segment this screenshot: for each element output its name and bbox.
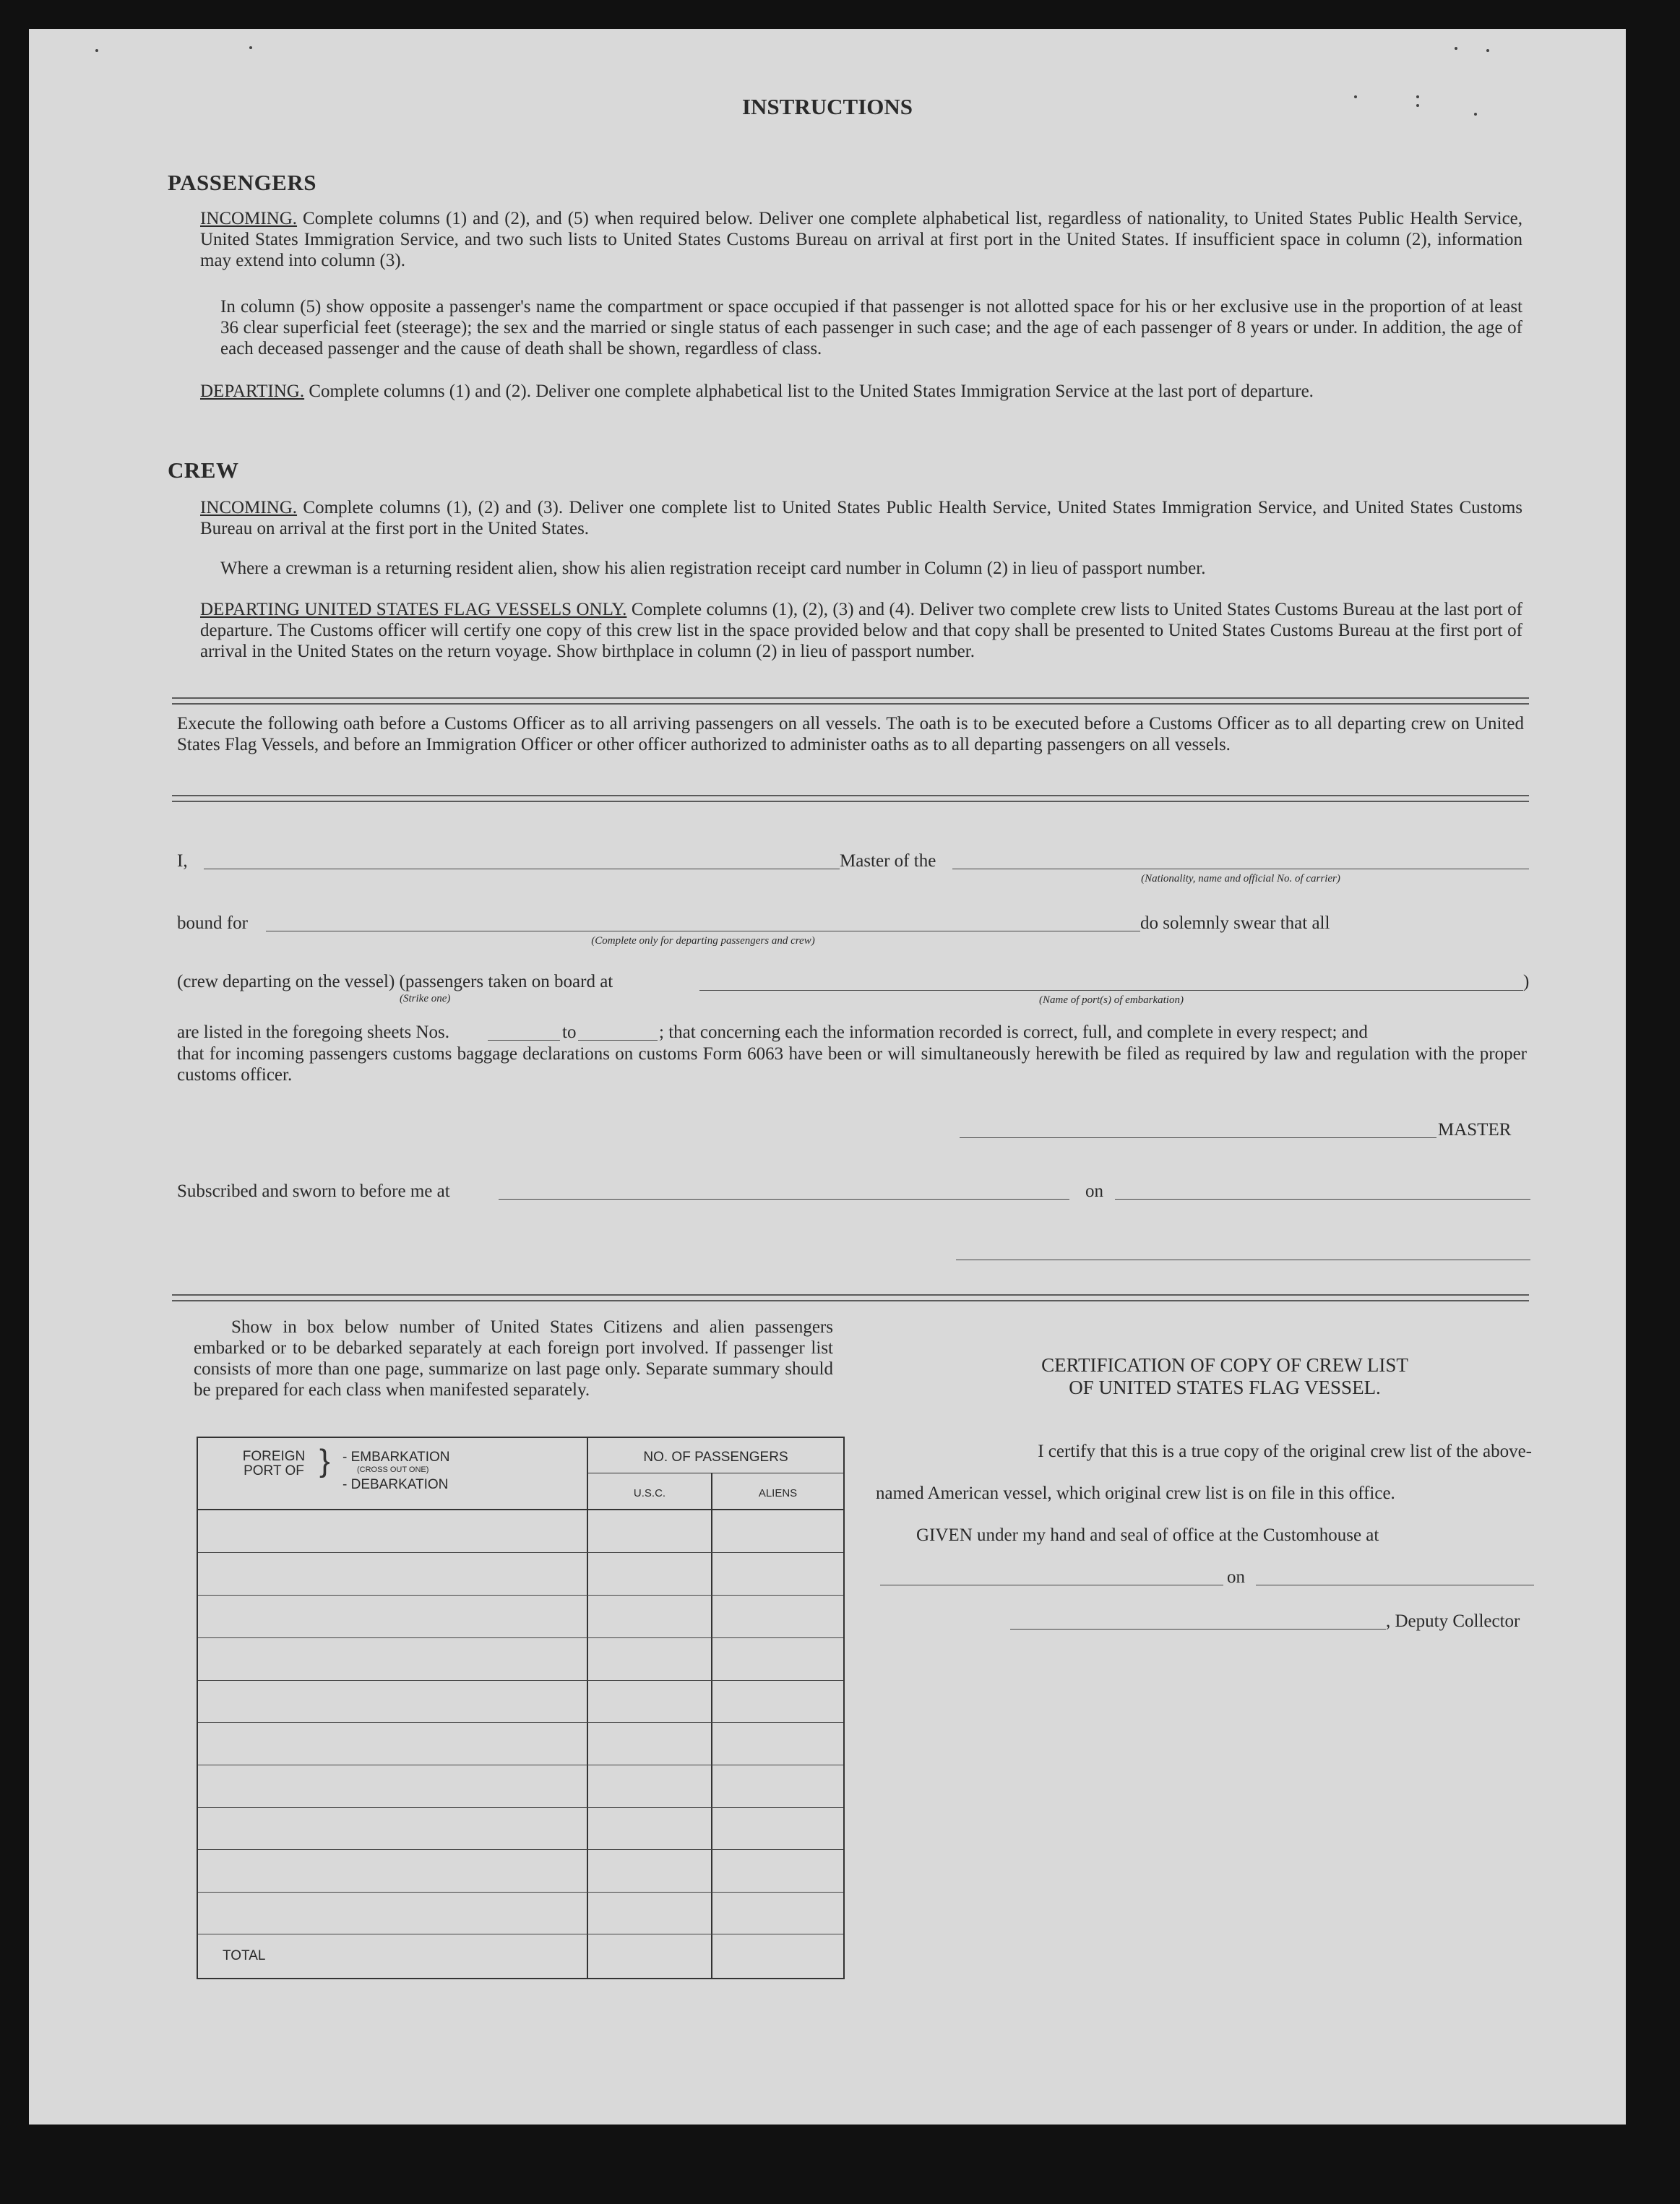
passengers-departing-text: Complete columns (1) and (2). Deliver one complete alphabetical list to the United States Immigration Service at the last port of departure. bbox=[309, 382, 1314, 401]
crew-incoming-label: INCOMING. bbox=[200, 498, 298, 517]
divider bbox=[172, 1294, 1529, 1301]
divider bbox=[172, 795, 1529, 802]
col-aliens: ALIENS bbox=[758, 1487, 798, 1499]
passengers-column5-note: In column (5) show opposite a passenger's name the compartment or space occupied if that passenger is not allotted space for his or her exclusive use in the proportion of at least 36 clear superficial feet (steerage); the sex and the married or single status of each passenger in such case; and the age of each passenger of 8 years or under. In addition, the age of each deceased passenger and the cause of death shall be shown, regardless of class. bbox=[220, 297, 1522, 358]
col-usc: U.S.C. bbox=[633, 1487, 666, 1499]
sworn-on-label: on bbox=[1085, 1181, 1103, 1201]
certification-title-line2: OF UNITED STATES FLAG VESSEL. bbox=[1069, 1377, 1381, 1398]
master-of-label: Master of the bbox=[840, 851, 936, 871]
listed-line2: that for incoming passengers customs baggage declarations on customs Form 6063 have been or will simultaneously herewith be filed as required by law and regulation with the proper customs officer. bbox=[177, 1044, 1527, 1085]
col-cross-out: (CROSS OUT ONE) bbox=[357, 1465, 429, 1474]
certification-on-label: on bbox=[1227, 1567, 1245, 1587]
crew-resident-note: Where a crewman is a returning resident alien, show his alien registration receipt card number in Column (2) in lieu of passport number. bbox=[220, 559, 1206, 578]
passengers-incoming-label: INCOMING. bbox=[200, 209, 298, 228]
listed-suffix: ; that concerning each the information recorded is correct, full, and complete in every respect; and bbox=[659, 1023, 1368, 1042]
sworn-date-field[interactable] bbox=[1115, 1199, 1530, 1200]
certification-line2: named American vessel, which original crew list is on file in this office. bbox=[876, 1484, 1395, 1503]
crew-departing-label: DEPARTING UNITED STATES FLAG VESSELS ONLY. bbox=[200, 600, 627, 619]
crew-heading: CREW bbox=[168, 457, 239, 483]
deputy-collector-label: , Deputy Collector bbox=[1386, 1611, 1520, 1631]
col-debarkation: - DEBARKATION bbox=[343, 1477, 449, 1492]
divider bbox=[172, 697, 1529, 705]
page-title: INSTRUCTIONS bbox=[741, 94, 913, 119]
sworn-place-field[interactable] bbox=[499, 1199, 1069, 1200]
certification-title-line1: CERTIFICATION OF COPY OF CREW LIST bbox=[1041, 1354, 1408, 1376]
certification-line3: GIVEN under my hand and seal of office at the Customhouse at bbox=[916, 1525, 1379, 1545]
master-signature-label: MASTER bbox=[1438, 1120, 1512, 1140]
carrier-note: (Nationality, name and official No. of carrier) bbox=[1141, 873, 1340, 884]
crew-incoming bbox=[200, 497, 1522, 539]
passengers-departing-label: DEPARTING. bbox=[200, 382, 305, 401]
row-total-label: TOTAL bbox=[223, 1948, 266, 1963]
summary-instructions: Show in box below number of United States Citizens and alien passengers embarked or to be debarked separately at each foreign port involved. If passenger list consists of more than one page, summarize on last page only. Separate summary should be prepared for each class when manifested separately. bbox=[194, 1317, 833, 1400]
crew-departing-text: Complete columns (1), (2), (3) and (4). Deliver two complete crew lists to United States Customs Bureau at the last port of departure. The Customs officer will certify one copy of this crew list in the space provided below and that copy shall be presented to United States Customs Bureau at the first port of arrival in the United States on the return voyage. Show birthplace in column (2) in lieu of passport number. bbox=[200, 600, 1522, 661]
departing-note: (Complete only for departing passengers and crew) bbox=[591, 935, 815, 947]
form-sheet bbox=[29, 29, 1626, 2125]
listed-prefix: are listed in the foregoing sheets Nos. bbox=[177, 1023, 449, 1042]
oath-i-label: I, bbox=[177, 851, 188, 871]
brace-glyph: } bbox=[319, 1443, 330, 1478]
subscribed-label: Subscribed and sworn to before me at bbox=[177, 1181, 450, 1201]
certification-title bbox=[921, 1354, 1528, 1399]
swear-text: do solemnly swear that all bbox=[1140, 913, 1330, 933]
passengers-incoming bbox=[200, 208, 1522, 271]
strike-one-note: (Strike one) bbox=[400, 993, 451, 1004]
crew-incoming-text: Complete columns (1), (2) and (3). Deliver one complete list to United States Public Health Service, United States Immigration Service, and United States Customs Bureau on arrival at the first port in the United States. bbox=[200, 498, 1523, 538]
close-paren: ) bbox=[1523, 972, 1530, 991]
crew-departing bbox=[200, 599, 1522, 662]
col-no-passengers: NO. OF PASSENGERS bbox=[643, 1450, 788, 1465]
master-signature-field[interactable] bbox=[960, 1137, 1436, 1138]
certification-line1: I certify that this is a true copy of the original crew list of the above- bbox=[1038, 1442, 1532, 1461]
bound-for-label: bound for bbox=[177, 913, 248, 933]
oath-intro: Execute the following oath before a Customs Officer as to all arriving passengers on all vessels. The oath is to be executed before a Customs Officer as to all departing crew on United States Flag Vessels, and before an Immigration Officer or other officer authorized to administer oaths as to all departing passengers on all vessels. bbox=[177, 714, 1524, 754]
passengers-heading: PASSENGERS bbox=[168, 170, 316, 195]
passenger-summary-table bbox=[197, 1437, 845, 1979]
embarkation-port-field[interactable] bbox=[699, 990, 1523, 991]
embarkation-note: (Name of port(s) of embarkation) bbox=[1039, 994, 1184, 1006]
sheet-to-field[interactable] bbox=[578, 1040, 658, 1041]
deputy-signature-field[interactable] bbox=[1010, 1629, 1386, 1630]
passengers-incoming-text: Complete columns (1) and (2), and (5) when required below. Deliver one complete alphabetical list, regardless of nationality, to United States Public Health Service, United States Immigration Service, and two such lists to United States Customs Bureau on arrival at first port in the United States. If insufficient space in column (2), information may extend into column (3). bbox=[200, 209, 1523, 270]
col-embarkation: - EMBARKATION bbox=[343, 1450, 450, 1465]
passengers-departing bbox=[200, 381, 1522, 402]
sheet-from-field[interactable] bbox=[488, 1040, 560, 1041]
to-label: to bbox=[562, 1023, 577, 1042]
col-foreign-port: FOREIGN PORT OF bbox=[242, 1449, 306, 1478]
crew-departing-text: (crew departing on the vessel) (passengers taken on board at bbox=[177, 972, 613, 991]
